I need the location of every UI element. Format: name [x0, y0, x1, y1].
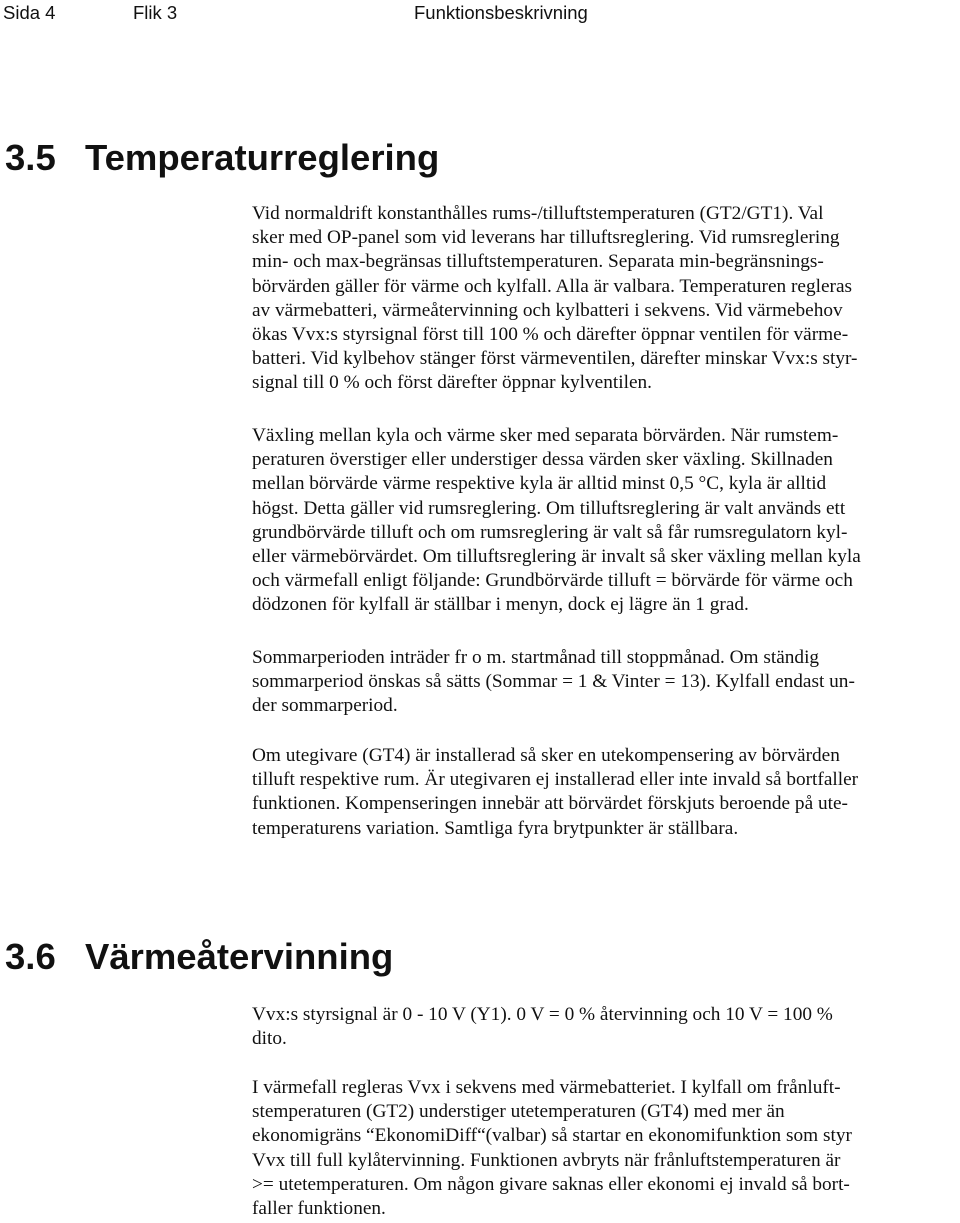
- text-line: sommarperiod önskas så sätts (Sommar = 1 & Vinter = 13). Kylfall endast un-: [252, 671, 855, 693]
- text-line: ekonomigräns “EkonomiDiff“(valbar) så startar en ekonomifunktion som styr: [252, 1125, 852, 1147]
- paragraph: [252, 202, 952, 396]
- paragraph: [252, 424, 952, 618]
- text-line: Vvx:s styrsignal är 0 - 10 V (Y1). 0 V = 0 % återvinning och 10 V = 100 %: [252, 1004, 833, 1025]
- document-section-label: Funktionsbeskrivning: [414, 2, 588, 23]
- section-number: 3.5: [5, 137, 56, 178]
- text-line: temperaturens variation. Samtliga fyra brytpunkter är ställbara.: [252, 817, 739, 839]
- section-title: Temperaturreglering: [85, 137, 440, 178]
- text-line: batteri. Vid kylbehov stänger först värmeventilen, därefter minskar Vvx:s styr-: [252, 348, 858, 370]
- text-line: stemperaturen (GT2) understiger utetemperaturen (GT4) med mer än: [252, 1101, 785, 1123]
- text-line: I värmefall regleras Vvx i sekvens med värmebatteriet. I kylfall om frånluft-: [252, 1077, 841, 1098]
- text-line: mellan börvärde värme respektive kyla är alltid minst 0,5 °C, kyla är alltid: [252, 473, 827, 495]
- text-line: tilluft respektive rum. Är utegivaren ej installerad eller inte invald så bortfaller: [252, 769, 859, 791]
- text-line: dödzonen för kylfall är ställbar i menyn, dock ej lägre än 1 grad.: [252, 594, 749, 616]
- text-line: dito.: [252, 1028, 287, 1050]
- text-line: peraturen överstiger eller understiger dessa värden sker växling. Skillnaden: [252, 449, 833, 471]
- text-line: signal till 0 % och först därefter öppnar kylventilen.: [252, 372, 652, 394]
- text-line: Vvx till full kylåtervinning. Funktionen avbryts när frånluftstemperaturen är: [252, 1149, 841, 1171]
- text-line: Vid normaldrift konstanthålles rums-/tilluftstemperaturen (GT2/GT1). Val: [252, 203, 824, 224]
- section-heading-temperaturreglering: [5, 137, 439, 179]
- page-number: Sida 4: [3, 2, 56, 23]
- tab-label: Flik 3: [133, 2, 178, 23]
- paragraph: [252, 646, 952, 719]
- text-line: Sommarperioden inträder fr o m. startmånad till stoppmånad. Om ständig: [252, 647, 820, 668]
- section-number: 3.6: [5, 936, 56, 977]
- paragraph: [252, 1003, 952, 1051]
- text-line: och värmefall enligt följande: Grundbörvärde tilluft = börvärde för värme och: [252, 570, 853, 592]
- text-line: >= utetemperaturen. Om någon givare saknas eller ekonomi ej invald så bort-: [252, 1173, 850, 1195]
- text-line: sker med OP-panel som vid leverans har tilluftsreglering. Vid rumsreglering: [252, 227, 840, 249]
- page-header: [0, 2, 960, 24]
- paragraph: [252, 1076, 952, 1221]
- text-line: Om utegivare (GT4) är installerad så sker en utekompensering av börvärden: [252, 745, 840, 766]
- section-title: Värmeåtervinning: [85, 936, 394, 977]
- text-line: grundbörvärde tilluft och om rumsreglering är valt så får rumsregulatorn kyl-: [252, 521, 848, 543]
- text-line: ökas Vvx:s styrsignal först till 100 % och därefter öppnar ventilen för värme-: [252, 324, 849, 346]
- text-line: börvärden gäller för värme och kylfall. Alla är valbara. Temperaturen regleras: [252, 275, 853, 297]
- text-line: der sommarperiod.: [252, 695, 398, 717]
- text-line: högst. Detta gäller vid rumsreglering. Om tilluftsreglering är valt används ett: [252, 497, 846, 519]
- paragraph: [252, 744, 952, 841]
- text-line: min- och max-begränsas tilluftstemperaturen. Separata min-begränsnings-: [252, 251, 824, 273]
- text-line: faller funktionen.: [252, 1198, 386, 1220]
- text-line: funktionen. Kompenseringen innebär att börvärdet förskjuts beroende på ute-: [252, 793, 848, 815]
- text-line: eller värmebörvärdet. Om tilluftsreglering är invalt så sker växling mellan kyla: [252, 546, 861, 568]
- text-line: Växling mellan kyla och värme sker med separata börvärden. När rumstem-: [252, 425, 839, 446]
- section-heading-varmeatervinning: [5, 936, 393, 978]
- text-line: av värmebatteri, värmeåtervinning och kylbatteri i sekvens. Vid värmebehov: [252, 299, 843, 321]
